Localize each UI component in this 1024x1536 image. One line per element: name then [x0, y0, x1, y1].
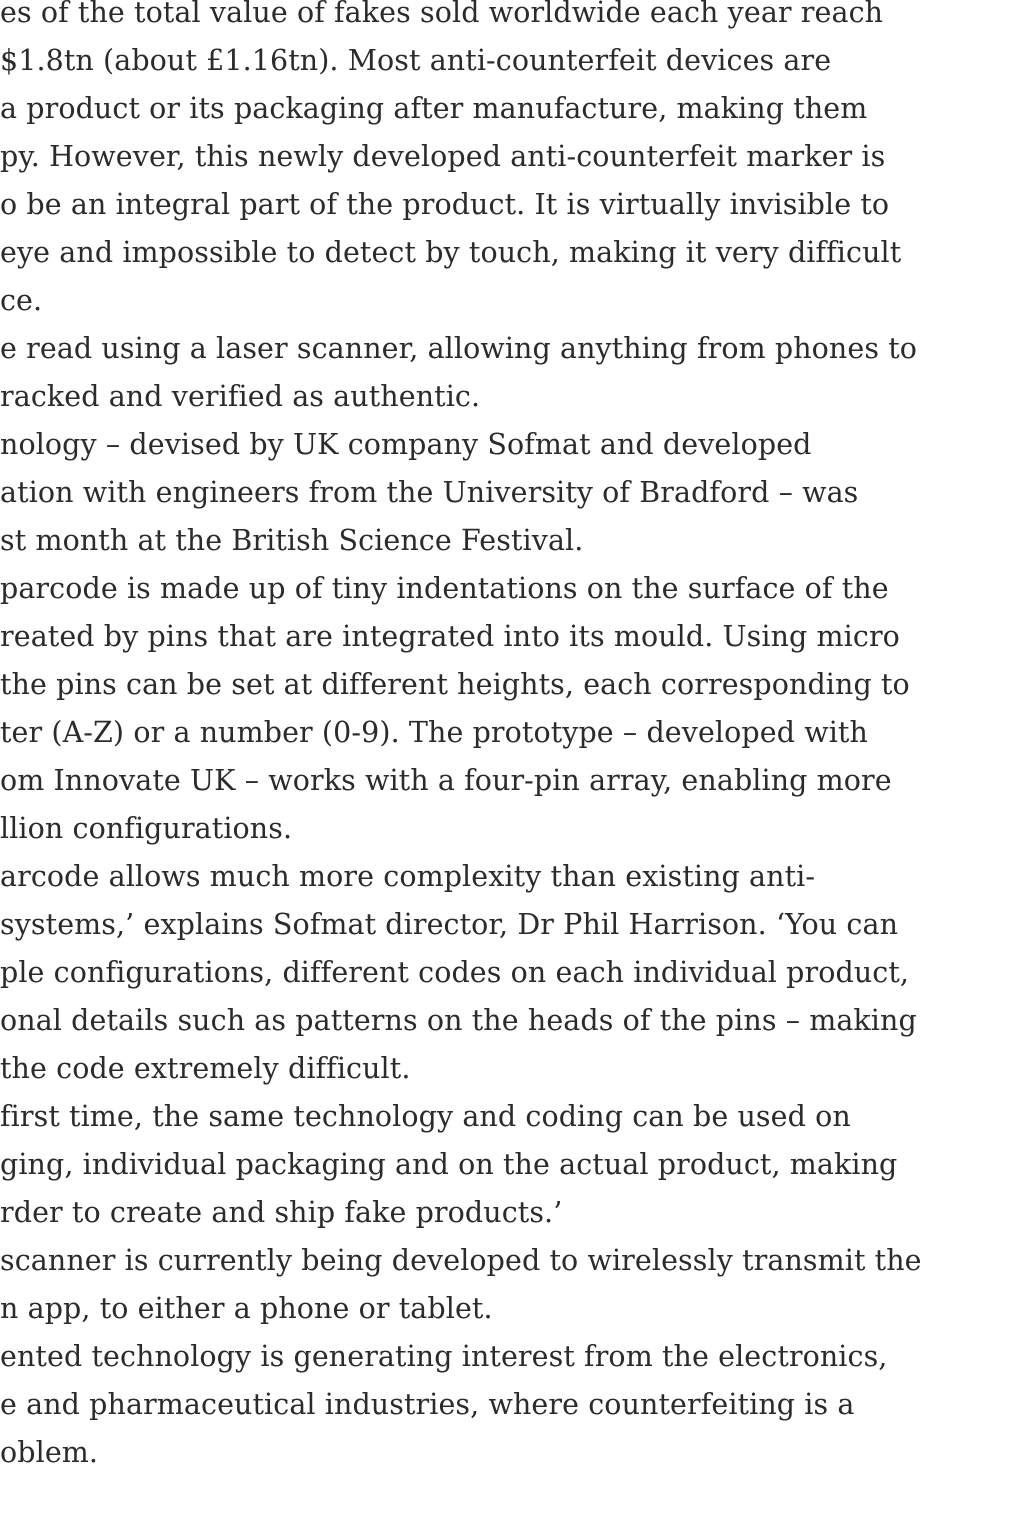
article-line-3: a product or its packaging after manufacture, making them: [0, 92, 868, 125]
article-line-12: st month at the British Science Festival.: [0, 524, 584, 557]
article-line-6: eye and impossible to detect by touch, making it very difficult: [0, 236, 902, 269]
article-line-23: the code extremely difficult.: [0, 1052, 411, 1085]
article-line-15: the pins can be set at different heights, each corresponding to: [0, 668, 910, 701]
article-line-28: n app, to either a phone or tablet.: [0, 1292, 493, 1325]
article-line-13: parcode is made up of tiny indentations on the surface of the: [0, 572, 889, 605]
article-line-8: e read using a laser scanner, allowing anything from phones to: [0, 332, 918, 365]
article-line-29: ented technology is generating interest from the electronics,: [0, 1340, 888, 1373]
article-line-17: om Innovate UK – works with a four-pin array, enabling more: [0, 764, 892, 797]
article-line-22: onal details such as patterns on the heads of the pins – making: [0, 1004, 917, 1037]
article-line-4: py. However, this newly developed anti-counterfeit marker is: [0, 140, 886, 173]
article-line-9: racked and verified as authentic.: [0, 380, 481, 413]
article-line-11: ation with engineers from the University of Bradford – was: [0, 476, 859, 509]
article-line-30: e and pharmaceutical industries, where counterfeiting is a: [0, 1388, 855, 1421]
article-line-1: es of the total value of fakes sold worldwide each year reach: [0, 0, 884, 29]
article-line-31: oblem.: [0, 1436, 99, 1469]
article-line-26: rder to create and ship fake products.’: [0, 1196, 563, 1229]
article-line-16: ter (A-Z) or a number (0-9). The prototype – developed with: [0, 716, 868, 749]
article-line-14: reated by pins that are integrated into its mould. Using micro: [0, 620, 900, 653]
article-line-24: first time, the same technology and coding can be used on: [0, 1100, 851, 1133]
article-line-20: systems,’ explains Sofmat director, Dr Phil Harrison. ‘You can: [0, 908, 899, 941]
article-line-2: $1.8tn (about £1.16tn). Most anti-counterfeit devices are: [0, 44, 832, 77]
article-line-7: ce.: [0, 284, 43, 317]
article-line-5: o be an integral part of the product. It is virtually invisible to: [0, 188, 890, 221]
article-line-27: scanner is currently being developed to wirelessly transmit the: [0, 1244, 922, 1277]
article-line-19: arcode allows much more complexity than existing anti-: [0, 860, 816, 893]
article-line-25: ging, individual packaging and on the actual product, making: [0, 1148, 898, 1181]
article-line-18: llion configurations.: [0, 812, 293, 845]
article-line-10: nology – devised by UK company Sofmat and developed: [0, 428, 812, 461]
article-line-21: ple configurations, different codes on each individual product,: [0, 956, 910, 989]
